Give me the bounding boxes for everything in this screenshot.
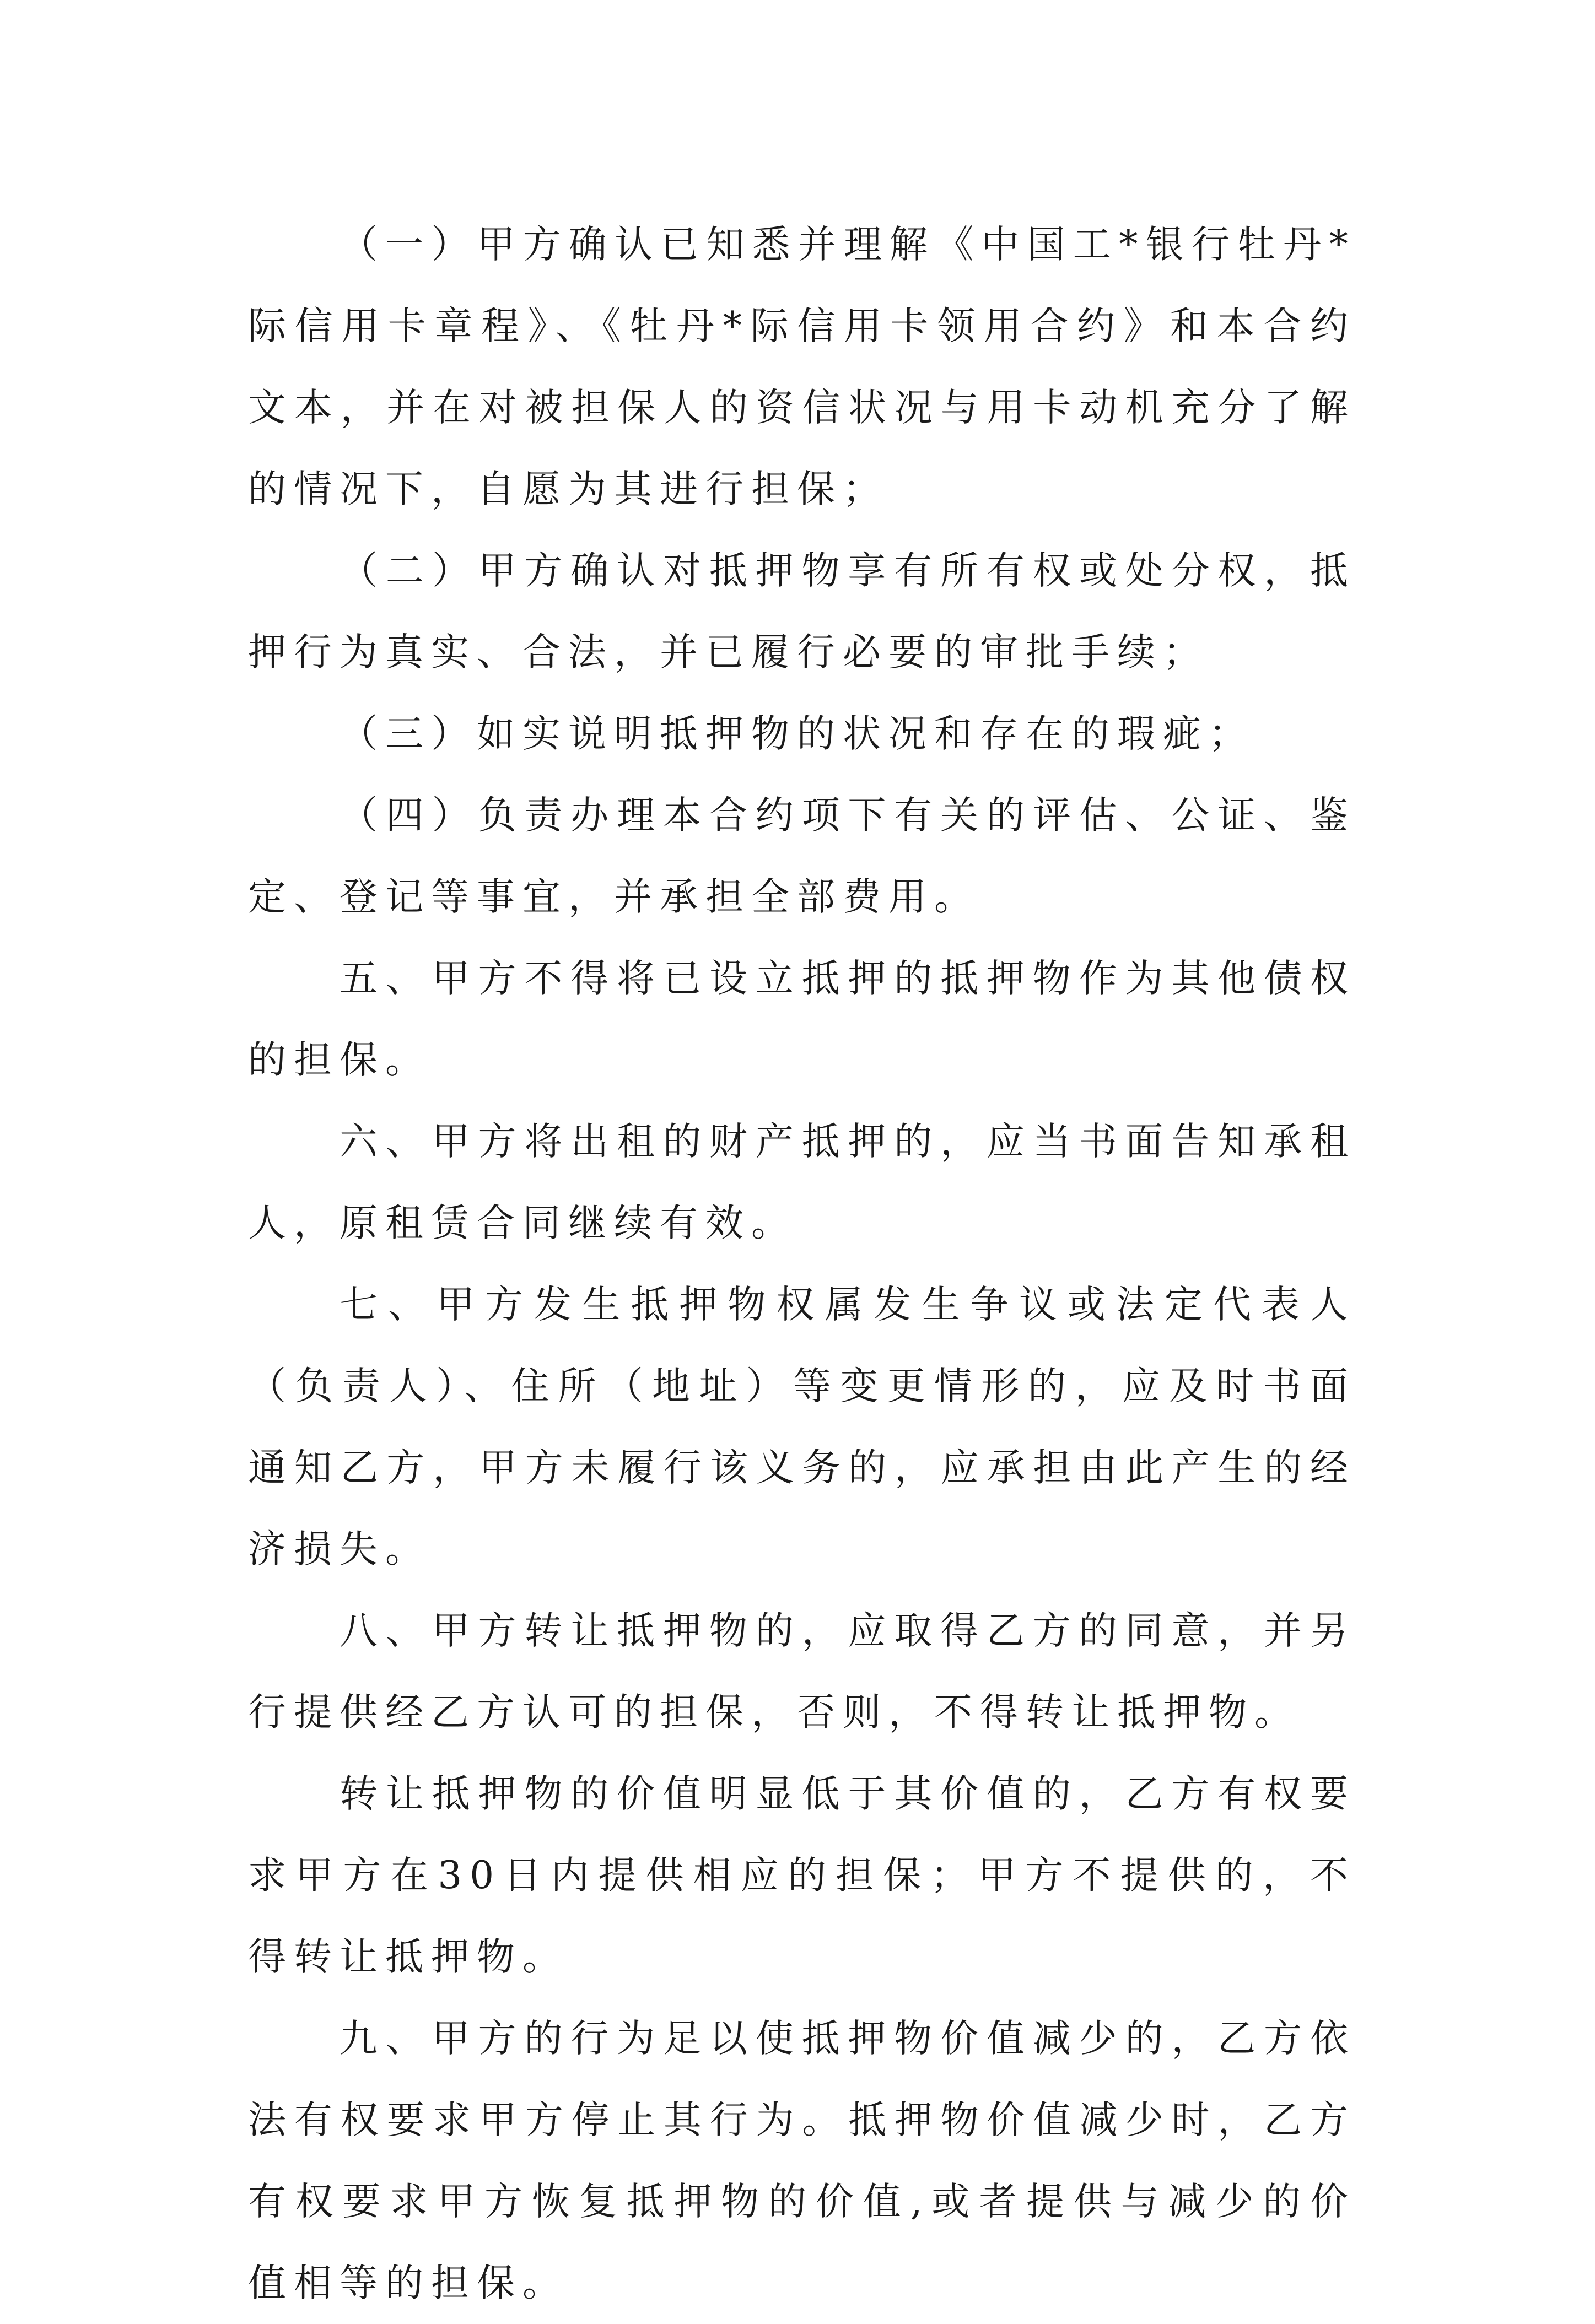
- clause-paragraph: 九、甲方的行为足以使抵押物价值减少的，乙方依法有权要求甲方停止其行为。抵押物价值减少时，乙方有权要求甲方恢复抵押物的价值,或者提供与减少的价值相等的担保。: [248, 2017, 1356, 2305]
- clause-paragraph: 七、甲方发生抵押物权属发生争议或法定代表人（负责人）、住所（地址）等变更情形的，应及时书面通知乙方，甲方未履行该义务的，应承担由此产生的经济损失。: [248, 1283, 1356, 1571]
- clause-paragraph: 八、甲方转让抵押物的，应取得乙方的同意，并另行提供经乙方认可的担保，否则，不得转让抵押物。: [248, 1609, 1356, 1734]
- clause-paragraph: （二）甲方确认对抵押物享有所有权或处分权，抵押行为真实、合法，并已履行必要的审批手续；: [248, 549, 1356, 674]
- clause-paragraph: 转让抵押物的价值明显低于其价值的，乙方有权要求甲方在30日内提供相应的担保；甲方不提供的，不得转让抵押物。: [248, 1772, 1356, 1979]
- clause-paragraph: 五、甲方不得将已设立抵押的抵押物作为其他债权的担保。: [248, 956, 1356, 1082]
- clause-paragraph: （一）甲方确认已知悉并理解《中国工*银行牡丹*际信用卡章程》、《牡丹*际信用卡领用合约》和本合约文本，并在对被担保人的资信状况与用卡动机充分了解的情况下，自愿为其进行担保；: [248, 223, 1356, 511]
- clause-paragraph: （四）负责办理本合约项下有关的评估、公证、鉴定、登记等事宜，并承担全部费用。: [248, 793, 1356, 919]
- document-body: [248, 204, 1356, 2324]
- clause-paragraph: 六、甲方将出租的财产抵押的，应当书面告知承租人，原租赁合同继续有效。: [248, 1120, 1356, 1245]
- clause-paragraph: （三）如实说明抵押物的状况和存在的瑕疵；: [340, 712, 1254, 756]
